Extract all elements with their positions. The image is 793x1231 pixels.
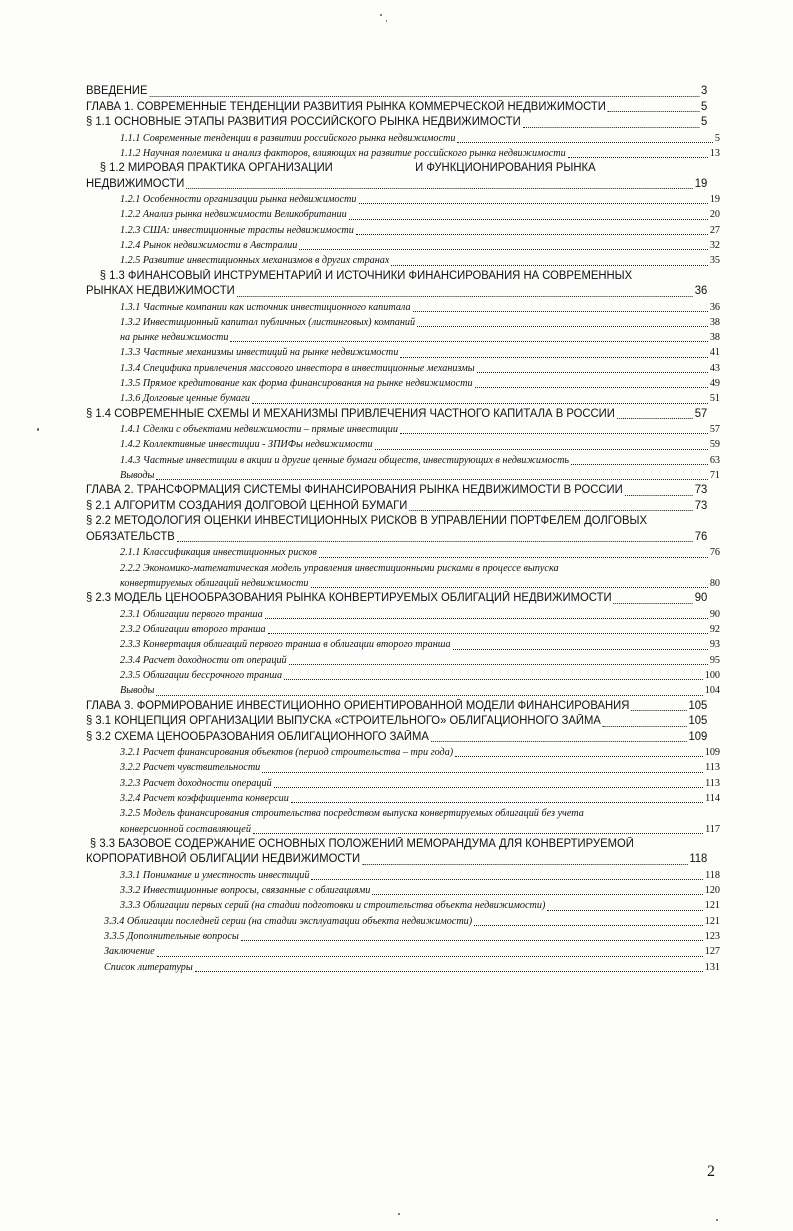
toc-entry-section-2-1: § 2.1 АЛГОРИТМ СОЗДАНИЯ ДОЛГОВОЙ ЦЕННОЙ БУМАГИ 73 (86, 499, 708, 512)
toc-entry-introduction: ВВЕДЕНИЕ 3 (86, 85, 708, 97)
scan-speck (398, 1213, 400, 1215)
table-of-contents (86, 84, 720, 975)
dot-leader (614, 603, 693, 604)
toc-entry-section-3-1: § 3.1 КОНЦЕПЦИЯ ОРГАНИЗАЦИИ ВЫПУСКА «СТРОИТЕЛЬНОГО» ОБЛИГАЦИОННОГО ЗАЙМА 105 (86, 715, 708, 728)
toc-entry-chapter-2: ГЛАВА 2. ТРАНСФОРМАЦИЯ СИСТЕМЫ ФИНАНСИРОВАНИЯ РЫНКА НЕДВИЖИМОСТИ В РОССИИ 73 (86, 484, 708, 497)
toc-entry-3-2-2: 3.2.2 Расчет чувствительности 113 (120, 762, 720, 774)
toc-entry-2-2-2: конвертируемых облигаций недвижимости 80 (120, 577, 720, 589)
toc-entry-section-1-2-line1: § 1.2 МИРОВАЯ ПРАКТИКА ОРГАНИЗАЦИИ И ФУНКЦИОНИРОВАНИЯ РЫНКА (99, 162, 596, 175)
dot-leader (186, 188, 693, 189)
dot-leader (400, 357, 707, 358)
toc-entry-3-2-5-line1: 3.2.5 Модель финансирования строительства посредством выпуска конвертируемых облигаций без учета (120, 808, 584, 820)
toc-entry-1-4-2: 1.4.2 Коллективные инвестиции - ЗПИФы недвижимости 59 (120, 439, 720, 451)
dot-leader (177, 541, 693, 542)
toc-entry-1-4-1: 1.4.1 Сделки с объектами недвижимости – прямые инвестиции 57 (120, 424, 720, 436)
toc-entry-1-3-2-cont: на рынке недвижимости 38 (120, 332, 720, 344)
dot-leader (156, 695, 702, 696)
toc-entry-1-3-4: 1.3.4 Специфика привлечения массового инвестора в инвестиционные механизмы 43 (120, 362, 720, 374)
dot-leader (291, 802, 703, 803)
toc-entry-section-3-3-line1: § 3.3 БАЗОВОЕ СОДЕРЖАНИЕ ОСНОВНЫХ ПОЛОЖЕНИЙ МЕМОРАНДУМА ДЛЯ КОНВЕРТИРУЕМОЙ (89, 837, 634, 850)
dot-leader (319, 557, 708, 558)
dot-leader (631, 710, 686, 711)
toc-entry-1-2-1: 1.2.1 Особенности организации рынка недвижимости 19 (120, 194, 720, 206)
toc-entry-chapter-1: ГЛАВА 1. СОВРЕМЕННЫЕ ТЕНДЕНЦИИ РАЗВИТИЯ РЫНКА КОММЕРЧЕСКОЙ НЕДВИЖИМОСТИ 5 (86, 100, 708, 113)
toc-entry-3-3-1: 3.3.1 Понимание и уместность инвестиций 118 (120, 869, 720, 881)
toc-entry-1-3-1: 1.3.1 Частные компании как источник инвестиционного капитала 36 (120, 301, 720, 313)
dot-leader (299, 249, 707, 250)
toc-entry-1-3-3: 1.3.3 Частные механизмы инвестиций на рынке недвижимости 41 (120, 347, 720, 359)
dot-leader (349, 219, 708, 220)
toc-entry-1-2-5: 1.2.5 Развитие инвестиционных механизмов в других странах 35 (120, 255, 720, 267)
dot-leader (413, 311, 708, 312)
toc-entry-section-1-3: РЫНКАХ НЕДВИЖИМОСТИ 36 (86, 285, 708, 298)
dot-leader (253, 833, 703, 834)
toc-entry-section-2-3: § 2.3 МОДЕЛЬ ЦЕНООБРАЗОВАНИЯ РЫНКА КОНВЕРТИРУЕМЫХ ОБЛИГАЦИЙ НЕДВИЖИМОСТИ 90 (86, 592, 708, 605)
dot-leader (230, 341, 707, 342)
dot-leader (568, 157, 708, 158)
toc-entry-2-3-3: 2.3.3 Конвертация облигаций первого транша в облигации второго транша 93 (120, 639, 720, 651)
toc-entry-conclusions-2: Выводы 104 (120, 685, 720, 697)
toc-entry-1-3-6: 1.3.6 Долговые ценные бумаги 51 (120, 393, 720, 405)
dot-leader (477, 372, 708, 373)
dot-leader (268, 633, 708, 634)
dot-leader (149, 96, 699, 97)
dot-leader (311, 587, 708, 588)
toc-entry-conclusion: Заключение 127 (104, 946, 720, 958)
dot-leader (237, 296, 693, 297)
toc-entry-3-2-5: конверсионной составляющей 117 (120, 823, 720, 835)
dot-leader (157, 956, 703, 957)
toc-entry-2-3-4: 2.3.4 Расчет доходности от операций 95 (120, 654, 720, 666)
dot-leader (431, 741, 687, 742)
toc-entry-3-3-5: 3.3.5 Дополнительные вопросы 123 (104, 930, 720, 942)
toc-entry-3-3-2: 3.3.2 Инвестиционные вопросы, связанные с облигациями 120 (120, 885, 720, 897)
toc-entry-section-2-2: ОБЯЗАТЕЛЬСТВ 76 (86, 530, 708, 543)
dot-leader (359, 203, 708, 204)
toc-entry-conclusions-1: Выводы 71 (120, 470, 720, 482)
toc-entry-references: Список литературы 131 (104, 961, 720, 973)
dot-leader (475, 387, 708, 388)
toc-entry-section-1-4: § 1.4 СОВРЕМЕННЫЕ СХЕМЫ И МЕХАНИЗМЫ ПРИВЛЕЧЕНИЯ ЧАСТНОГО КАПИТАЛА В РОССИИ 57 (86, 407, 708, 420)
dot-leader (453, 649, 708, 650)
dot-leader (523, 127, 699, 128)
dot-leader (284, 679, 703, 680)
toc-entry-section-1-2: НЕДВИЖИМОСТИ 19 (86, 177, 708, 190)
toc-entry-section-1-1: § 1.1 ОСНОВНЫЕ ЭТАПЫ РАЗВИТИЯ РОССИЙСКОГО РЫНКА НЕДВИЖИМОСТИ 5 (86, 116, 708, 128)
dot-leader (608, 111, 699, 112)
toc-entry-section-1-3-line1: § 1.3 ФИНАНСОВЫЙ ИНСТРУМЕНТАРИЙ И ИСТОЧНИКИ ФИНАНСИРОВАНИЯ НА СОВРЕМЕННЫХ (99, 269, 633, 282)
dot-leader (252, 403, 708, 404)
toc-entry-2-2-2-line1: 2.2.2 Экономико-математическая модель управления инвестиционными рисками в процессе выпуска (120, 562, 559, 574)
toc-entry-section-3-2: § 3.2 СХЕМА ЦЕНООБРАЗОВАНИЯ ОБЛИГАЦИОННОГО ЗАЙМА 109 (86, 730, 708, 743)
toc-entry-3-3-4: 3.3.4 Облигации последней серии (на стадии эксплуатации объекта недвижимости) 121 (104, 915, 720, 927)
toc-entry-1-2-3: 1.2.3 США: инвестиционные трасты недвижимости 27 (120, 224, 720, 236)
toc-entry-3-2-3: 3.2.3 Расчет доходности операций 113 (120, 777, 720, 789)
toc-entry-3-2-4: 3.2.4 Расчет коэффициента конверсии 114 (120, 792, 720, 804)
toc-entry-2-1-1: 2.1.1 Классификация инвестиционных рисков 76 (120, 547, 720, 559)
dot-leader (409, 510, 693, 511)
toc-entry-1-1-2: 1.1.2 Научная полемика и анализ факторов, влияющих на развитие российского рынка недвижимости 13 (120, 147, 720, 159)
dot-leader (375, 449, 708, 450)
page-number: 2 (707, 1163, 715, 1180)
dot-leader (391, 265, 707, 266)
toc-entry-3-2-1: 3.2.1 Расчет финансирования объектов (период строительства – три года) 109 (120, 747, 720, 759)
toc-entry-1-2-2: 1.2.2 Анализ рынка недвижимости Великобритании 20 (120, 209, 720, 221)
dot-leader (455, 756, 703, 757)
dot-leader (289, 664, 708, 665)
toc-entry-1-2-4: 1.2.4 Рынок недвижимости в Австралии 32 (120, 239, 720, 251)
dot-leader (617, 418, 693, 419)
dot-leader (311, 879, 703, 880)
dot-leader (625, 495, 693, 496)
toc-entry-chapter-3: ГЛАВА 3. ФОРМИРОВАНИЕ ИНВЕСТИЦИОННО ОРИЕНТИРОВАННОЙ МОДЕЛИ ФИНАНСИРОВАНИЯ 105 (86, 699, 708, 712)
dot-leader (265, 618, 708, 619)
dot-leader (362, 864, 687, 865)
dot-leader (417, 326, 708, 327)
scan-speck (386, 20, 387, 22)
toc-entry-section-2-2-line1: § 2.2 МЕТОДОЛОГИЯ ОЦЕНКИ ИНВЕСТИЦИОННЫХ РИСКОВ В УПРАВЛЕНИИ ПОРТФЕЛЕМ ДОЛГОВЫХ (86, 515, 647, 528)
scan-speck (716, 1219, 718, 1221)
dot-leader (474, 925, 703, 926)
dot-leader (195, 971, 703, 972)
dot-leader (571, 464, 708, 465)
toc-entry-1-3-5: 1.3.5 Прямое кредитование как форма финансирования на рынке недвижимости 49 (120, 378, 720, 390)
toc-entry-2-3-5: 2.3.5 Облигации бессрочного транша 100 (120, 669, 720, 681)
dot-leader (372, 894, 702, 895)
toc-entry-1-4-3: 1.4.3 Частные инвестиции в акции и другие ценные бумаги обществ, инвестирующих в недвижимость 63 (120, 454, 720, 466)
dot-leader (547, 910, 702, 911)
scan-speck (380, 14, 382, 16)
dot-leader (262, 772, 703, 773)
dot-leader (356, 234, 708, 235)
scan-speck (37, 428, 39, 431)
dot-leader (156, 479, 707, 480)
toc-entry-2-3-2: 2.3.2 Облигации второго транша 92 (120, 624, 720, 636)
dot-leader (457, 142, 712, 143)
toc-entry-3-3-3: 3.3.3 Облигации первых серий (на стадии подготовки и строительства объекта недвижимости) 121 (120, 900, 720, 912)
dot-leader (274, 787, 703, 788)
dot-leader (400, 433, 708, 434)
dot-leader (603, 726, 687, 727)
toc-entry-2-3-1: 2.3.1 Облигации первого транша 90 (120, 608, 720, 620)
dot-leader (241, 940, 703, 941)
toc-entry-1-1-1: 1.1.1 Современные тенденции в развитии российского рынка недвижимости 5 (120, 132, 720, 144)
toc-entry-section-3-3: КОРПОРАТИВНОЙ ОБЛИГАЦИИ НЕДВИЖИМОСТИ 118 (86, 853, 708, 866)
toc-entry-1-3-2: 1.3.2 Инвестиционный капитал публичных (листинговых) компаний 38 (120, 316, 720, 328)
